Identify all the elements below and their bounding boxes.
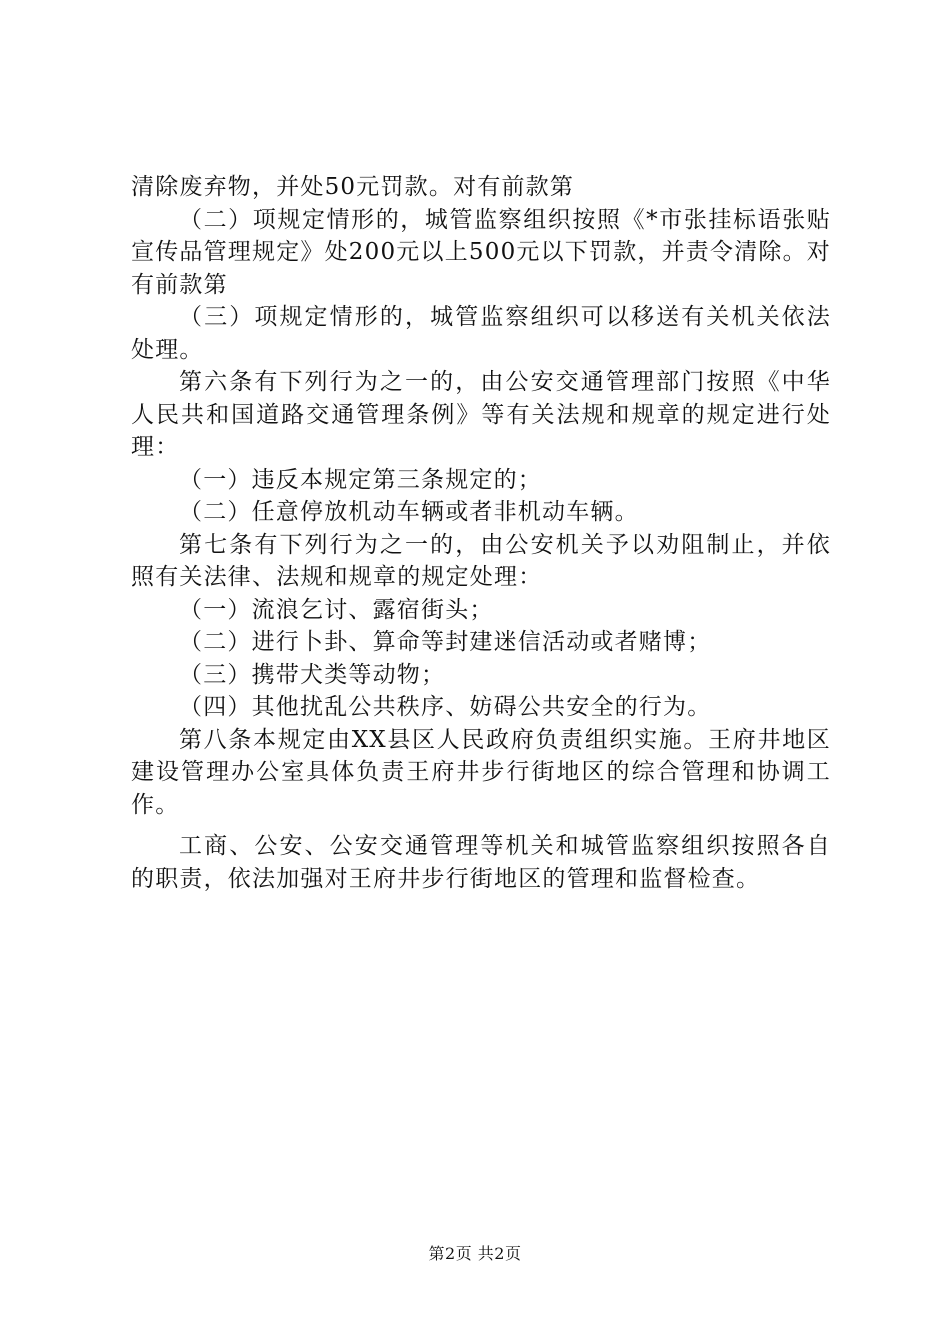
paragraph-article-6-item-1: （一）违反本规定第三条规定的； [179,466,542,493]
paragraph-article-6-item-2: （二）任意停放机动车辆或者非机动车辆。 [179,499,639,525]
paragraph-article-7: 第七条有下列行为之一的，由公安机关予以劝阻制止，并依照有关法律、法规和规章的规定处理： [131,531,831,590]
paragraph-1: 清除废弃物，并处50元罚款。对有前款第 [131,174,575,200]
paragraph-article-7-item-1: （一）流浪乞讨、露宿街头； [179,596,494,623]
paragraph-article-7-item-2: （二）进行卜卦、算命等封建迷信活动或者赌博； [179,629,712,655]
paragraph-article-7-item-3: （三）携带犬类等动物； [179,661,446,688]
document-body [131,171,831,895]
paragraph-3: （三）项规定情形的，城管监察组织可以移送有关机关依法处理。 [131,304,831,363]
paragraph-article-7-item-4: （四）其他扰乱公共秩序、妨碍公共安全的行为。 [179,694,712,720]
paragraph-article-8-continued: 工商、公安、公安交通管理等机关和城管监察组织按照各自的职责，依法加强对王府井步行街地区的管理和监督检查。 [131,833,831,892]
paragraph-article-8: 第八条本规定由XX县区人民政府负责组织实施。王府井地区建设管理办公室具体负责王府井步行街地区的综合管理和协调工作。 [131,726,831,818]
paragraph-article-6: 第六条有下列行为之一的，由公安交通管理部门按照《中华人民共和国道路交通管理条例》等有关法规和规章的规定进行处理： [131,369,831,460]
paragraph-2: （二）项规定情形的，城管监察组织按照《*市张挂标语张贴宣传品管理规定》处200元以上500元以下罚款，并责令清除。对有前款第 [131,206,831,298]
page-number-footer: 第2页 共2页 [428,1244,522,1263]
